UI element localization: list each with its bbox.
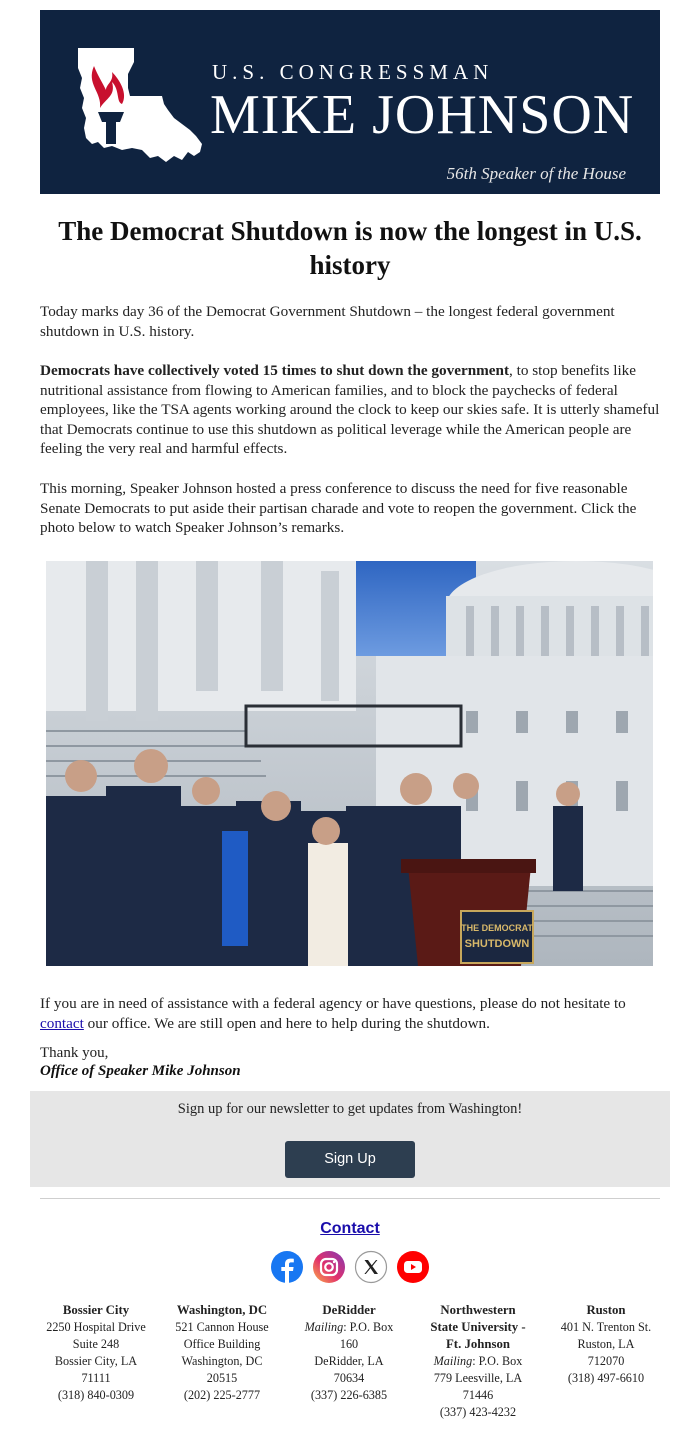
youtube-icon[interactable] [396, 1250, 430, 1284]
office-address-line: 71111 [81, 1371, 111, 1385]
paragraph-votes-rest: , to stop benefits like nutritional assistance from flowing to American families, and to block the paychecks of federal employees, like the TSA agents working around the clock to keep our skies safe. It is utterly shameful that Democrats continue to use this shutdown as political leverage while the American people are feeling the very real and harmful effects. [40, 362, 660, 458]
office-address-line: 70634 [333, 1371, 365, 1385]
office-address-line: 160 [339, 1337, 359, 1351]
office-mailing-line [294, 1319, 404, 1336]
newsletter-text: Sign up for our newsletter to get updates from Washington! [177, 1101, 523, 1117]
banner-subtitle: 56th Speaker of the House [446, 164, 626, 183]
mailing-label: Mailing [433, 1354, 473, 1368]
office-address-line: 2250 Hospital Drive [46, 1320, 146, 1334]
office-address-line: 712070 [587, 1354, 625, 1368]
office-address-line: Bossier City, LA [54, 1354, 138, 1368]
office-name: State University - [430, 1320, 526, 1334]
contact-inline-link[interactable]: contact [40, 1014, 84, 1032]
office-address-line: DeRidder, LA [314, 1354, 384, 1368]
podium-sign-line2: SHUTDOWN [464, 938, 530, 950]
office-northwestern-state [418, 1302, 538, 1421]
thank-you-text: Thank you, [40, 1045, 109, 1061]
office-name: Northwestern [440, 1303, 516, 1317]
office-address-line: Office Building [183, 1337, 261, 1351]
office-washington-dc [162, 1302, 282, 1404]
office-ruston [550, 1302, 662, 1387]
paragraph-press-conference: This morning, Speaker Johnson hosted a press conference to discuss the need for five reasonable Senate Democrats to put aside their partisan charade and vote to reopen the government. Click the photo below to watch Speaker Johnson’s remarks. [40, 480, 637, 537]
louisiana-torch-logo-icon [76, 44, 204, 166]
social-icons [270, 1250, 430, 1284]
office-deridder [294, 1302, 404, 1404]
mailing-label: Mailing [304, 1320, 344, 1334]
assistance-text-before: If you are in need of assistance with a federal agency or have questions, please do not hesitate to [40, 995, 626, 1012]
paragraph-assistance [40, 994, 660, 1033]
office-address-line: 20515 [206, 1371, 238, 1385]
office-address-line: Washington, DC [181, 1354, 263, 1368]
headline: The Democrat Shutdown is now the longest in U.S. history [58, 216, 642, 280]
banner-title-line1: U.S. CONGRESSMAN [212, 60, 494, 84]
office-address-line: Ruston, LA [577, 1337, 635, 1351]
facebook-icon[interactable] [270, 1250, 304, 1284]
x-icon[interactable] [354, 1250, 388, 1284]
instagram-icon[interactable] [312, 1250, 346, 1284]
office-name: Ft. Johnson [445, 1337, 510, 1351]
office-address-line: : P.O. Box [472, 1354, 523, 1368]
office-name: Washington, DC [176, 1303, 268, 1317]
banner-name: MIKE JOHNSON [210, 84, 635, 146]
office-mailing-line [418, 1353, 538, 1370]
office-phone: (202) 225-2777 [183, 1388, 261, 1402]
footer-divider [40, 1198, 660, 1199]
paragraph-intro: Today marks day 36 of the Democrat Government Shutdown – the longest federal government shutdown in U.S. history. [40, 303, 615, 340]
office-address-line: 401 N. Trenton St. [560, 1320, 652, 1334]
office-address-line: Suite 248 [72, 1337, 120, 1351]
newsletter-box [30, 1091, 670, 1187]
office-address-line: 779 Leesville, LA [433, 1371, 523, 1385]
podium-sign-line1: THE DEMOCRAT [461, 923, 533, 933]
office-name: DeRidder [322, 1303, 376, 1317]
header-banner [40, 10, 660, 194]
office-address-line: 71446 [462, 1388, 494, 1402]
office-bossier-city [40, 1302, 152, 1404]
press-conference-photo-link[interactable] [46, 561, 653, 966]
paragraph-votes-bold: Democrats have collectively voted 15 times to shut down the government [40, 362, 510, 379]
assistance-text-after: our office. We are still open and here to help during the shutdown. [83, 1014, 490, 1032]
office-name: Ruston [586, 1303, 626, 1317]
office-name: Bossier City [62, 1303, 130, 1317]
signoff-text: Office of Speaker Mike Johnson [40, 1063, 241, 1079]
office-address-line: : P.O. Box [343, 1320, 394, 1334]
office-phone: (318) 840-0309 [57, 1388, 135, 1402]
office-phone: (337) 423-4232 [439, 1405, 517, 1419]
press-conference-photo [46, 561, 653, 966]
paragraph-votes [40, 361, 660, 459]
footer-contact-link[interactable]: Contact [320, 1220, 380, 1237]
office-phone: (318) 497-6610 [567, 1371, 645, 1385]
office-phone: (337) 226-6385 [310, 1388, 388, 1402]
office-address-line: 521 Cannon House [175, 1320, 269, 1334]
sign-up-button[interactable]: Sign Up [285, 1141, 415, 1178]
